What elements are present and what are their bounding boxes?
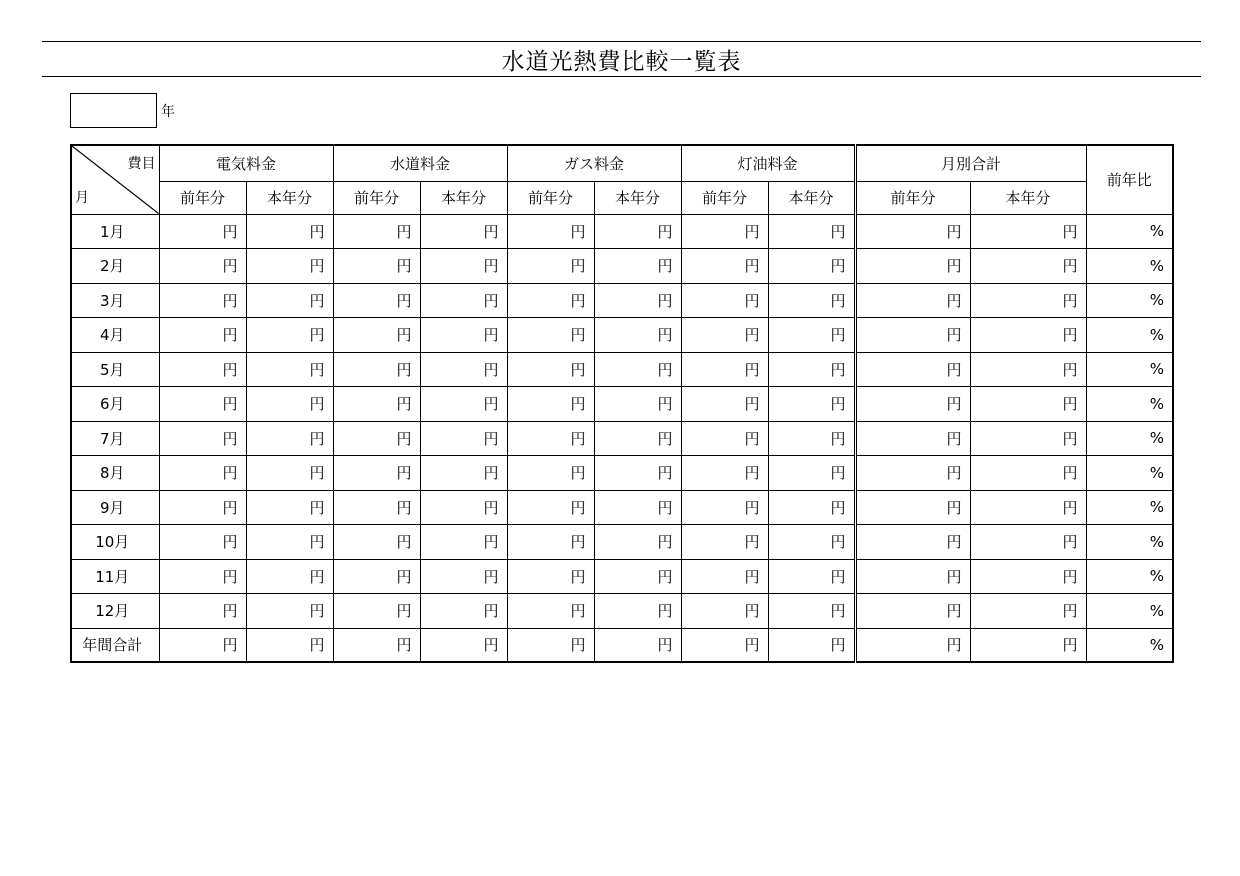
table-row: [71, 421, 1173, 456]
amount-cell-water-current-year[interactable]: 円: [420, 352, 507, 387]
amount-cell-kerosene-previous-year[interactable]: 円: [681, 387, 768, 422]
ratio-cell[interactable]: %: [1086, 559, 1173, 594]
amount-cell-water-current-year[interactable]: 円: [420, 559, 507, 594]
amount-cell-electricity-current-year[interactable]: 円: [246, 559, 333, 594]
amount-cell-electricity-current-year[interactable]: 円: [246, 249, 333, 284]
subheader-gas-previous-year: 前年分: [507, 181, 594, 214]
month-label: 9月: [71, 490, 159, 525]
amount-cell-monthly-total-current-year[interactable]: 円: [970, 249, 1086, 284]
subheader-kerosene-previous-year: 前年分: [681, 181, 768, 214]
table-row: [71, 283, 1173, 318]
month-label: 5月: [71, 352, 159, 387]
ratio-cell[interactable]: %: [1086, 525, 1173, 560]
ratio-cell[interactable]: %: [1086, 283, 1173, 318]
corner-header-cell: [71, 145, 159, 214]
amount-cell-monthly-total-previous-year[interactable]: 円: [855, 249, 970, 284]
amount-cell-gas-previous-year[interactable]: 円: [507, 525, 594, 560]
amount-cell-kerosene-current-year[interactable]: 円: [768, 559, 855, 594]
amount-cell-water-previous-year[interactable]: 円: [333, 559, 420, 594]
amount-cell-water-previous-year[interactable]: 円: [333, 628, 420, 662]
ratio-cell[interactable]: %: [1086, 594, 1173, 629]
amount-cell-gas-current-year[interactable]: 円: [594, 490, 681, 525]
amount-cell-electricity-current-year[interactable]: 円: [246, 387, 333, 422]
amount-cell-kerosene-current-year[interactable]: 円: [768, 525, 855, 560]
amount-cell-electricity-previous-year[interactable]: 円: [159, 456, 246, 491]
ratio-cell[interactable]: %: [1086, 628, 1173, 662]
amount-cell-gas-previous-year[interactable]: 円: [507, 318, 594, 353]
ratio-cell[interactable]: %: [1086, 490, 1173, 525]
amount-cell-gas-current-year[interactable]: 円: [594, 283, 681, 318]
category-header-water: 水道料金: [333, 145, 507, 181]
amount-cell-electricity-previous-year[interactable]: 円: [159, 559, 246, 594]
amount-cell-kerosene-previous-year[interactable]: 円: [681, 525, 768, 560]
ratio-cell[interactable]: %: [1086, 387, 1173, 422]
corner-label-month: 月: [75, 189, 89, 206]
amount-cell-kerosene-previous-year[interactable]: 円: [681, 318, 768, 353]
amount-cell-electricity-previous-year[interactable]: 円: [159, 628, 246, 662]
amount-cell-kerosene-current-year[interactable]: 円: [768, 283, 855, 318]
amount-cell-kerosene-previous-year[interactable]: 円: [681, 249, 768, 284]
title-rule-bottom: [42, 76, 1201, 77]
table-row: [71, 214, 1173, 249]
amount-cell-gas-current-year[interactable]: 円: [594, 559, 681, 594]
amount-cell-water-previous-year[interactable]: 円: [333, 490, 420, 525]
amount-cell-kerosene-previous-year[interactable]: 円: [681, 594, 768, 629]
amount-cell-monthly-total-previous-year[interactable]: 円: [855, 318, 970, 353]
month-label: 4月: [71, 318, 159, 353]
amount-cell-monthly-total-previous-year[interactable]: 円: [855, 387, 970, 422]
month-label: 2月: [71, 249, 159, 284]
amount-cell-water-current-year[interactable]: 円: [420, 387, 507, 422]
amount-cell-monthly-total-current-year[interactable]: 円: [970, 352, 1086, 387]
amount-cell-kerosene-current-year[interactable]: 円: [768, 490, 855, 525]
amount-cell-electricity-current-year[interactable]: 円: [246, 525, 333, 560]
amount-cell-monthly-total-previous-year[interactable]: 円: [855, 352, 970, 387]
amount-cell-water-current-year[interactable]: 円: [420, 283, 507, 318]
ratio-cell[interactable]: %: [1086, 214, 1173, 249]
subheader-kerosene-current-year: 本年分: [768, 181, 855, 214]
subheader-water-previous-year: 前年分: [333, 181, 420, 214]
amount-cell-electricity-current-year[interactable]: 円: [246, 352, 333, 387]
amount-cell-gas-previous-year[interactable]: 円: [507, 214, 594, 249]
amount-cell-water-current-year[interactable]: 円: [420, 421, 507, 456]
amount-cell-electricity-current-year[interactable]: 円: [246, 283, 333, 318]
amount-cell-monthly-total-current-year[interactable]: 円: [970, 525, 1086, 560]
amount-cell-water-previous-year[interactable]: 円: [333, 249, 420, 284]
amount-cell-electricity-current-year[interactable]: 円: [246, 628, 333, 662]
amount-cell-electricity-previous-year[interactable]: 円: [159, 490, 246, 525]
ratio-cell[interactable]: %: [1086, 456, 1173, 491]
amount-cell-gas-current-year[interactable]: 円: [594, 352, 681, 387]
amount-cell-kerosene-previous-year[interactable]: 円: [681, 456, 768, 491]
utility-cost-table: [70, 144, 1174, 663]
category-header-kerosene: 灯油料金: [681, 145, 855, 181]
amount-cell-electricity-previous-year[interactable]: 円: [159, 525, 246, 560]
amount-cell-electricity-previous-year[interactable]: 円: [159, 318, 246, 353]
amount-cell-kerosene-current-year[interactable]: 円: [768, 318, 855, 353]
month-label: 10月: [71, 525, 159, 560]
amount-cell-monthly-total-current-year[interactable]: 円: [970, 421, 1086, 456]
annual-total-row: [71, 628, 1173, 662]
amount-cell-water-current-year[interactable]: 円: [420, 456, 507, 491]
subheader-monthly-total-previous-year: 前年分: [855, 181, 970, 214]
ratio-header: 前年比: [1086, 145, 1173, 214]
amount-cell-gas-previous-year[interactable]: 円: [507, 594, 594, 629]
amount-cell-kerosene-previous-year[interactable]: 円: [681, 283, 768, 318]
amount-cell-electricity-current-year[interactable]: 円: [246, 421, 333, 456]
table-row: [71, 249, 1173, 284]
amount-cell-monthly-total-current-year[interactable]: 円: [970, 318, 1086, 353]
ratio-cell[interactable]: %: [1086, 318, 1173, 353]
amount-cell-kerosene-current-year[interactable]: 円: [768, 249, 855, 284]
amount-cell-kerosene-previous-year[interactable]: 円: [681, 352, 768, 387]
amount-cell-gas-previous-year[interactable]: 円: [507, 490, 594, 525]
amount-cell-water-previous-year[interactable]: 円: [333, 594, 420, 629]
amount-cell-gas-previous-year[interactable]: 円: [507, 283, 594, 318]
category-header-gas: ガス料金: [507, 145, 681, 181]
amount-cell-kerosene-previous-year[interactable]: 円: [681, 559, 768, 594]
month-label: 12月: [71, 594, 159, 629]
amount-cell-electricity-previous-year[interactable]: 円: [159, 352, 246, 387]
amount-cell-water-previous-year[interactable]: 円: [333, 214, 420, 249]
year-suffix-label: 年: [161, 104, 175, 120]
table-row: [71, 318, 1173, 353]
month-label: 1月: [71, 214, 159, 249]
subheader-water-current-year: 本年分: [420, 181, 507, 214]
year-input-box[interactable]: [70, 93, 157, 128]
amount-cell-gas-current-year[interactable]: 円: [594, 525, 681, 560]
amount-cell-water-previous-year[interactable]: 円: [333, 525, 420, 560]
title-rule-top: [42, 41, 1201, 42]
amount-cell-monthly-total-previous-year[interactable]: 円: [855, 490, 970, 525]
amount-cell-kerosene-current-year[interactable]: 円: [768, 387, 855, 422]
amount-cell-gas-current-year[interactable]: 円: [594, 456, 681, 491]
corner-label-item: 費目: [127, 156, 156, 172]
page-title: 水道光熱費比較一覧表: [501, 49, 742, 75]
amount-cell-electricity-previous-year[interactable]: 円: [159, 421, 246, 456]
amount-cell-monthly-total-previous-year[interactable]: 円: [855, 214, 970, 249]
amount-cell-gas-current-year[interactable]: 円: [594, 628, 681, 662]
category-header-monthly-total: 月別合計: [855, 145, 1086, 181]
month-label: 11月: [71, 559, 159, 594]
amount-cell-gas-current-year[interactable]: 円: [594, 214, 681, 249]
amount-cell-monthly-total-previous-year[interactable]: 円: [855, 559, 970, 594]
amount-cell-kerosene-previous-year[interactable]: 円: [681, 490, 768, 525]
amount-cell-water-previous-year[interactable]: 円: [333, 387, 420, 422]
amount-cell-gas-previous-year[interactable]: 円: [507, 421, 594, 456]
amount-cell-water-previous-year[interactable]: 円: [333, 352, 420, 387]
amount-cell-electricity-current-year[interactable]: 円: [246, 318, 333, 353]
amount-cell-gas-current-year[interactable]: 円: [594, 594, 681, 629]
amount-cell-kerosene-current-year[interactable]: 円: [768, 214, 855, 249]
ratio-cell[interactable]: %: [1086, 421, 1173, 456]
category-header-electricity: 電気料金: [159, 145, 333, 181]
amount-cell-electricity-previous-year[interactable]: 円: [159, 249, 246, 284]
amount-cell-monthly-total-current-year[interactable]: 円: [970, 214, 1086, 249]
table-row: [71, 387, 1173, 422]
amount-cell-kerosene-current-year[interactable]: 円: [768, 456, 855, 491]
subheader-monthly-total-current-year: 本年分: [970, 181, 1086, 214]
amount-cell-gas-previous-year[interactable]: 円: [507, 628, 594, 662]
amount-cell-monthly-total-previous-year[interactable]: 円: [855, 594, 970, 629]
amount-cell-water-current-year[interactable]: 円: [420, 525, 507, 560]
amount-cell-water-previous-year[interactable]: 円: [333, 421, 420, 456]
table-row: [71, 456, 1173, 491]
amount-cell-gas-current-year[interactable]: 円: [594, 421, 681, 456]
amount-cell-monthly-total-current-year[interactable]: 円: [970, 490, 1086, 525]
table-row: [71, 594, 1173, 629]
amount-cell-kerosene-current-year[interactable]: 円: [768, 352, 855, 387]
month-label: 3月: [71, 283, 159, 318]
amount-cell-water-current-year[interactable]: 円: [420, 214, 507, 249]
amount-cell-monthly-total-previous-year[interactable]: 円: [855, 283, 970, 318]
amount-cell-monthly-total-current-year[interactable]: 円: [970, 456, 1086, 491]
amount-cell-kerosene-previous-year[interactable]: 円: [681, 214, 768, 249]
amount-cell-gas-previous-year[interactable]: 円: [507, 352, 594, 387]
amount-cell-kerosene-previous-year[interactable]: 円: [681, 628, 768, 662]
amount-cell-electricity-current-year[interactable]: 円: [246, 594, 333, 629]
amount-cell-kerosene-current-year[interactable]: 円: [768, 594, 855, 629]
amount-cell-electricity-current-year[interactable]: 円: [246, 456, 333, 491]
amount-cell-gas-previous-year[interactable]: 円: [507, 559, 594, 594]
subheader-gas-current-year: 本年分: [594, 181, 681, 214]
amount-cell-monthly-total-previous-year[interactable]: 円: [855, 421, 970, 456]
amount-cell-electricity-previous-year[interactable]: 円: [159, 594, 246, 629]
amount-cell-kerosene-current-year[interactable]: 円: [768, 628, 855, 662]
amount-cell-water-previous-year[interactable]: 円: [333, 318, 420, 353]
table-row: [71, 525, 1173, 560]
amount-cell-electricity-current-year[interactable]: 円: [246, 490, 333, 525]
subheader-electricity-previous-year: 前年分: [159, 181, 246, 214]
amount-cell-gas-previous-year[interactable]: 円: [507, 456, 594, 491]
amount-cell-water-current-year[interactable]: 円: [420, 490, 507, 525]
month-label: 6月: [71, 387, 159, 422]
ratio-cell[interactable]: %: [1086, 352, 1173, 387]
annual-total-label: 年間合計: [71, 628, 159, 662]
amount-cell-monthly-total-current-year[interactable]: 円: [970, 559, 1086, 594]
amount-cell-gas-previous-year[interactable]: 円: [507, 387, 594, 422]
amount-cell-gas-previous-year[interactable]: 円: [507, 249, 594, 284]
amount-cell-water-previous-year[interactable]: 円: [333, 456, 420, 491]
amount-cell-electricity-previous-year[interactable]: 円: [159, 283, 246, 318]
amount-cell-gas-current-year[interactable]: 円: [594, 249, 681, 284]
amount-cell-water-previous-year[interactable]: 円: [333, 283, 420, 318]
amount-cell-monthly-total-previous-year[interactable]: 円: [855, 456, 970, 491]
amount-cell-monthly-total-previous-year[interactable]: 円: [855, 628, 970, 662]
amount-cell-monthly-total-current-year[interactable]: 円: [970, 594, 1086, 629]
amount-cell-kerosene-previous-year[interactable]: 円: [681, 421, 768, 456]
amount-cell-electricity-current-year[interactable]: 円: [246, 214, 333, 249]
table-row: [71, 352, 1173, 387]
subheader-electricity-current-year: 本年分: [246, 181, 333, 214]
amount-cell-monthly-total-previous-year[interactable]: 円: [855, 525, 970, 560]
month-label: 8月: [71, 456, 159, 491]
amount-cell-monthly-total-current-year[interactable]: 円: [970, 283, 1086, 318]
amount-cell-gas-current-year[interactable]: 円: [594, 387, 681, 422]
amount-cell-monthly-total-current-year[interactable]: 円: [970, 387, 1086, 422]
amount-cell-monthly-total-current-year[interactable]: 円: [970, 628, 1086, 662]
month-label: 7月: [71, 421, 159, 456]
table-row: [71, 490, 1173, 525]
amount-cell-water-current-year[interactable]: 円: [420, 628, 507, 662]
amount-cell-electricity-previous-year[interactable]: 円: [159, 387, 246, 422]
amount-cell-water-current-year[interactable]: 円: [420, 249, 507, 284]
amount-cell-kerosene-current-year[interactable]: 円: [768, 421, 855, 456]
amount-cell-water-current-year[interactable]: 円: [420, 318, 507, 353]
amount-cell-water-current-year[interactable]: 円: [420, 594, 507, 629]
amount-cell-electricity-previous-year[interactable]: 円: [159, 214, 246, 249]
amount-cell-gas-current-year[interactable]: 円: [594, 318, 681, 353]
table-row: [71, 559, 1173, 594]
ratio-cell[interactable]: %: [1086, 249, 1173, 284]
